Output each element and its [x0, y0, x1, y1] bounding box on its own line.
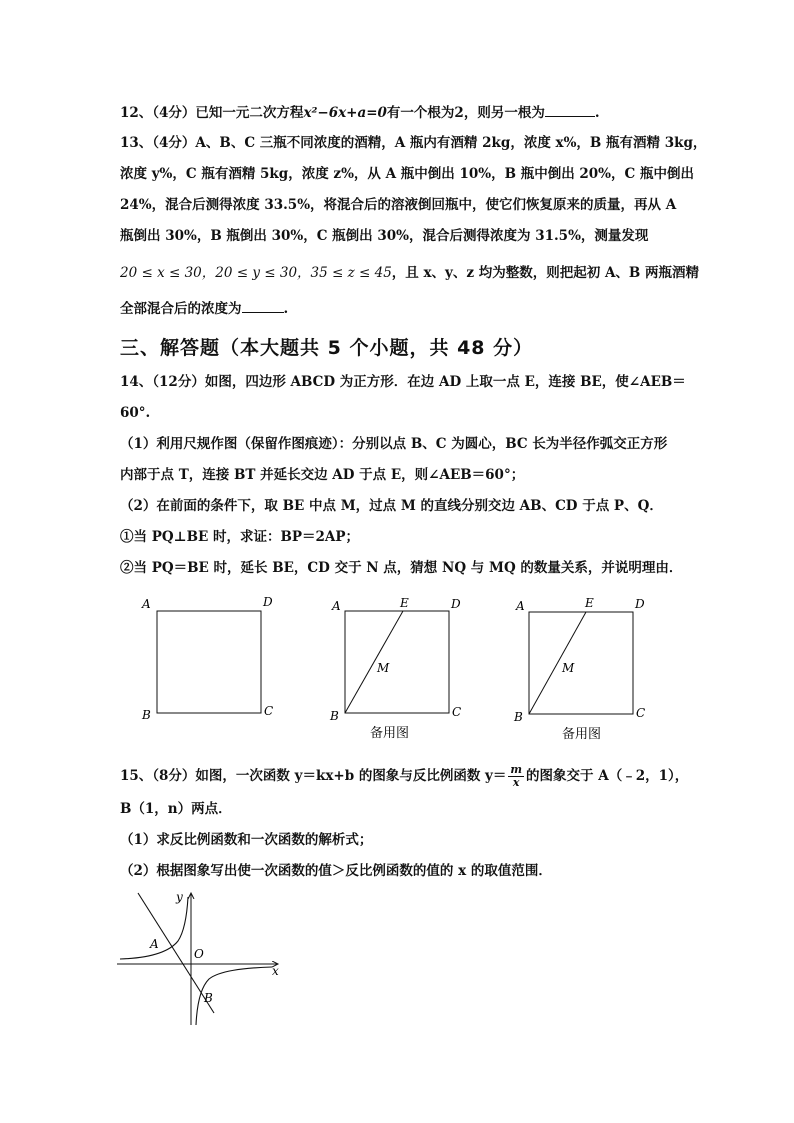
q12-suffix: 有一个根为2，则另一根为 — [386, 105, 545, 121]
label-A: A — [516, 599, 525, 613]
square-figure-2 — [329, 596, 461, 741]
fraction-numerator: m — [510, 763, 523, 776]
label-B: B — [330, 709, 339, 723]
label-D: D — [263, 595, 273, 609]
q13-line2: 浓度 y%，C 瓶有酒精 5kg，浓度 z%，从 A 瓶中倒出 10%，B 瓶中倒出 20%，C 瓶中倒出 — [120, 166, 694, 182]
q14-line7: ②当 PQ＝BE 时，延长 BE，CD 交于 N 点，猜想 NQ 与 MQ 的数量关系，并说明理由． — [120, 560, 683, 576]
label-B: B — [142, 708, 151, 722]
q15-line1-a: 15、（8分）如图，一次函数 y＝kx+b 的图象与反比例函数 y＝ — [120, 768, 507, 784]
q12-line — [120, 102, 600, 123]
q14-figures — [130, 592, 650, 747]
q13-line1: 13、（4分）A、B、C 三瓶不同浓度的酒精，A 瓶内有酒精 2kg，浓度 x%，B 瓶有酒精 3kg， — [120, 135, 707, 151]
label-M: M — [562, 661, 575, 675]
fraction-m-over-x — [508, 764, 524, 789]
label-E: E — [400, 596, 409, 610]
q13-answer-blank[interactable] — [242, 298, 284, 313]
q15-line3: （1）求反比例函数和一次函数的解析式； — [120, 832, 373, 848]
q13-line5-text: ，且 x、y、z 均为整数，则把起初 A、B 两瓶酒精 — [391, 265, 700, 281]
q12-equation: x²−6x+a=0 — [303, 105, 387, 121]
q14-line3: （1）利用尺规作图（保留作图痕迹）：分别以点 B、C 为圆心，BC 长为半径作弧交正方形 — [120, 436, 668, 452]
q13-line6 — [120, 298, 288, 319]
q12-prefix: 12、（4分）已知一元二次方程 — [120, 105, 304, 121]
label-C: C — [636, 706, 646, 720]
figure-caption: 备用图 — [370, 726, 410, 741]
q15-line4: （2）根据图象写出使一次函数的值＞反比例函数的值的 x 的取值范围． — [120, 863, 552, 879]
q15-line2: B（1，n）两点． — [120, 801, 232, 817]
q14-line4: 内部于点 T，连接 BT 并延长交边 AD 于点 E，则∠AEB＝60°； — [120, 467, 525, 483]
label-C: C — [264, 704, 274, 718]
y-axis-label: y — [176, 890, 183, 904]
q13-line3: 24%，混合后测得浓度 33.5%，将混合后的溶液倒回瓶中，使它们恢复原来的质量，再从 A — [120, 197, 677, 213]
q14-line1: 14、（12分）如图，四边形 ABCD 为正方形．在边 AD 上取一点 E，连接 BE，使∠AEB＝ — [120, 374, 686, 390]
label-M: M — [377, 661, 390, 675]
q13-line5 — [120, 263, 699, 283]
label-D: D — [635, 597, 645, 611]
q15-line1 — [120, 764, 688, 789]
q13-line6-end: . — [283, 301, 289, 317]
label-E: E — [585, 596, 594, 610]
point-A-label: A — [150, 937, 159, 951]
figure-caption: 备用图 — [562, 727, 602, 742]
label-A: A — [142, 597, 151, 611]
label-A: A — [332, 599, 341, 613]
label-C: C — [452, 705, 462, 719]
q14-line5: （2）在前面的条件下，取 BE 中点 M，过点 M 的直线分别交边 AB、CD 于点 P、Q． — [120, 498, 663, 514]
q12-answer-blank[interactable] — [545, 102, 595, 117]
x-axis-label: x — [272, 964, 279, 978]
square-figure-3 — [513, 596, 645, 742]
q14-line2: 60°. — [120, 405, 151, 421]
section-heading: 三、解答题（本大题共 5 个小题，共 48 分） — [120, 337, 534, 359]
label-B: B — [514, 710, 523, 724]
point-B-label: B — [204, 991, 213, 1005]
fraction-denominator: x — [512, 776, 520, 789]
q13-line4: 瓶倒出 30%，B 瓶倒出 30%，C 瓶倒出 30%，混合后测得浓度为 31.5%，测量发现 — [120, 228, 649, 244]
q15-line1-b: 的图象交于 A（﹣2，1）， — [526, 768, 689, 784]
q12-end: . — [594, 105, 600, 121]
square-figure-1 — [141, 595, 273, 722]
q13-inequalities: 20 ≤ x ≤ 30，20 ≤ y ≤ 30，35 ≤ z ≤ 45 — [120, 265, 392, 281]
label-D: D — [451, 597, 461, 611]
q14-line6: ①当 PQ⊥BE 时，求证：BP＝2AP； — [120, 529, 360, 545]
q13-line6-text: 全部混合后的浓度为 — [120, 301, 242, 317]
origin-label: O — [194, 947, 204, 961]
q15-graph — [112, 885, 292, 1030]
